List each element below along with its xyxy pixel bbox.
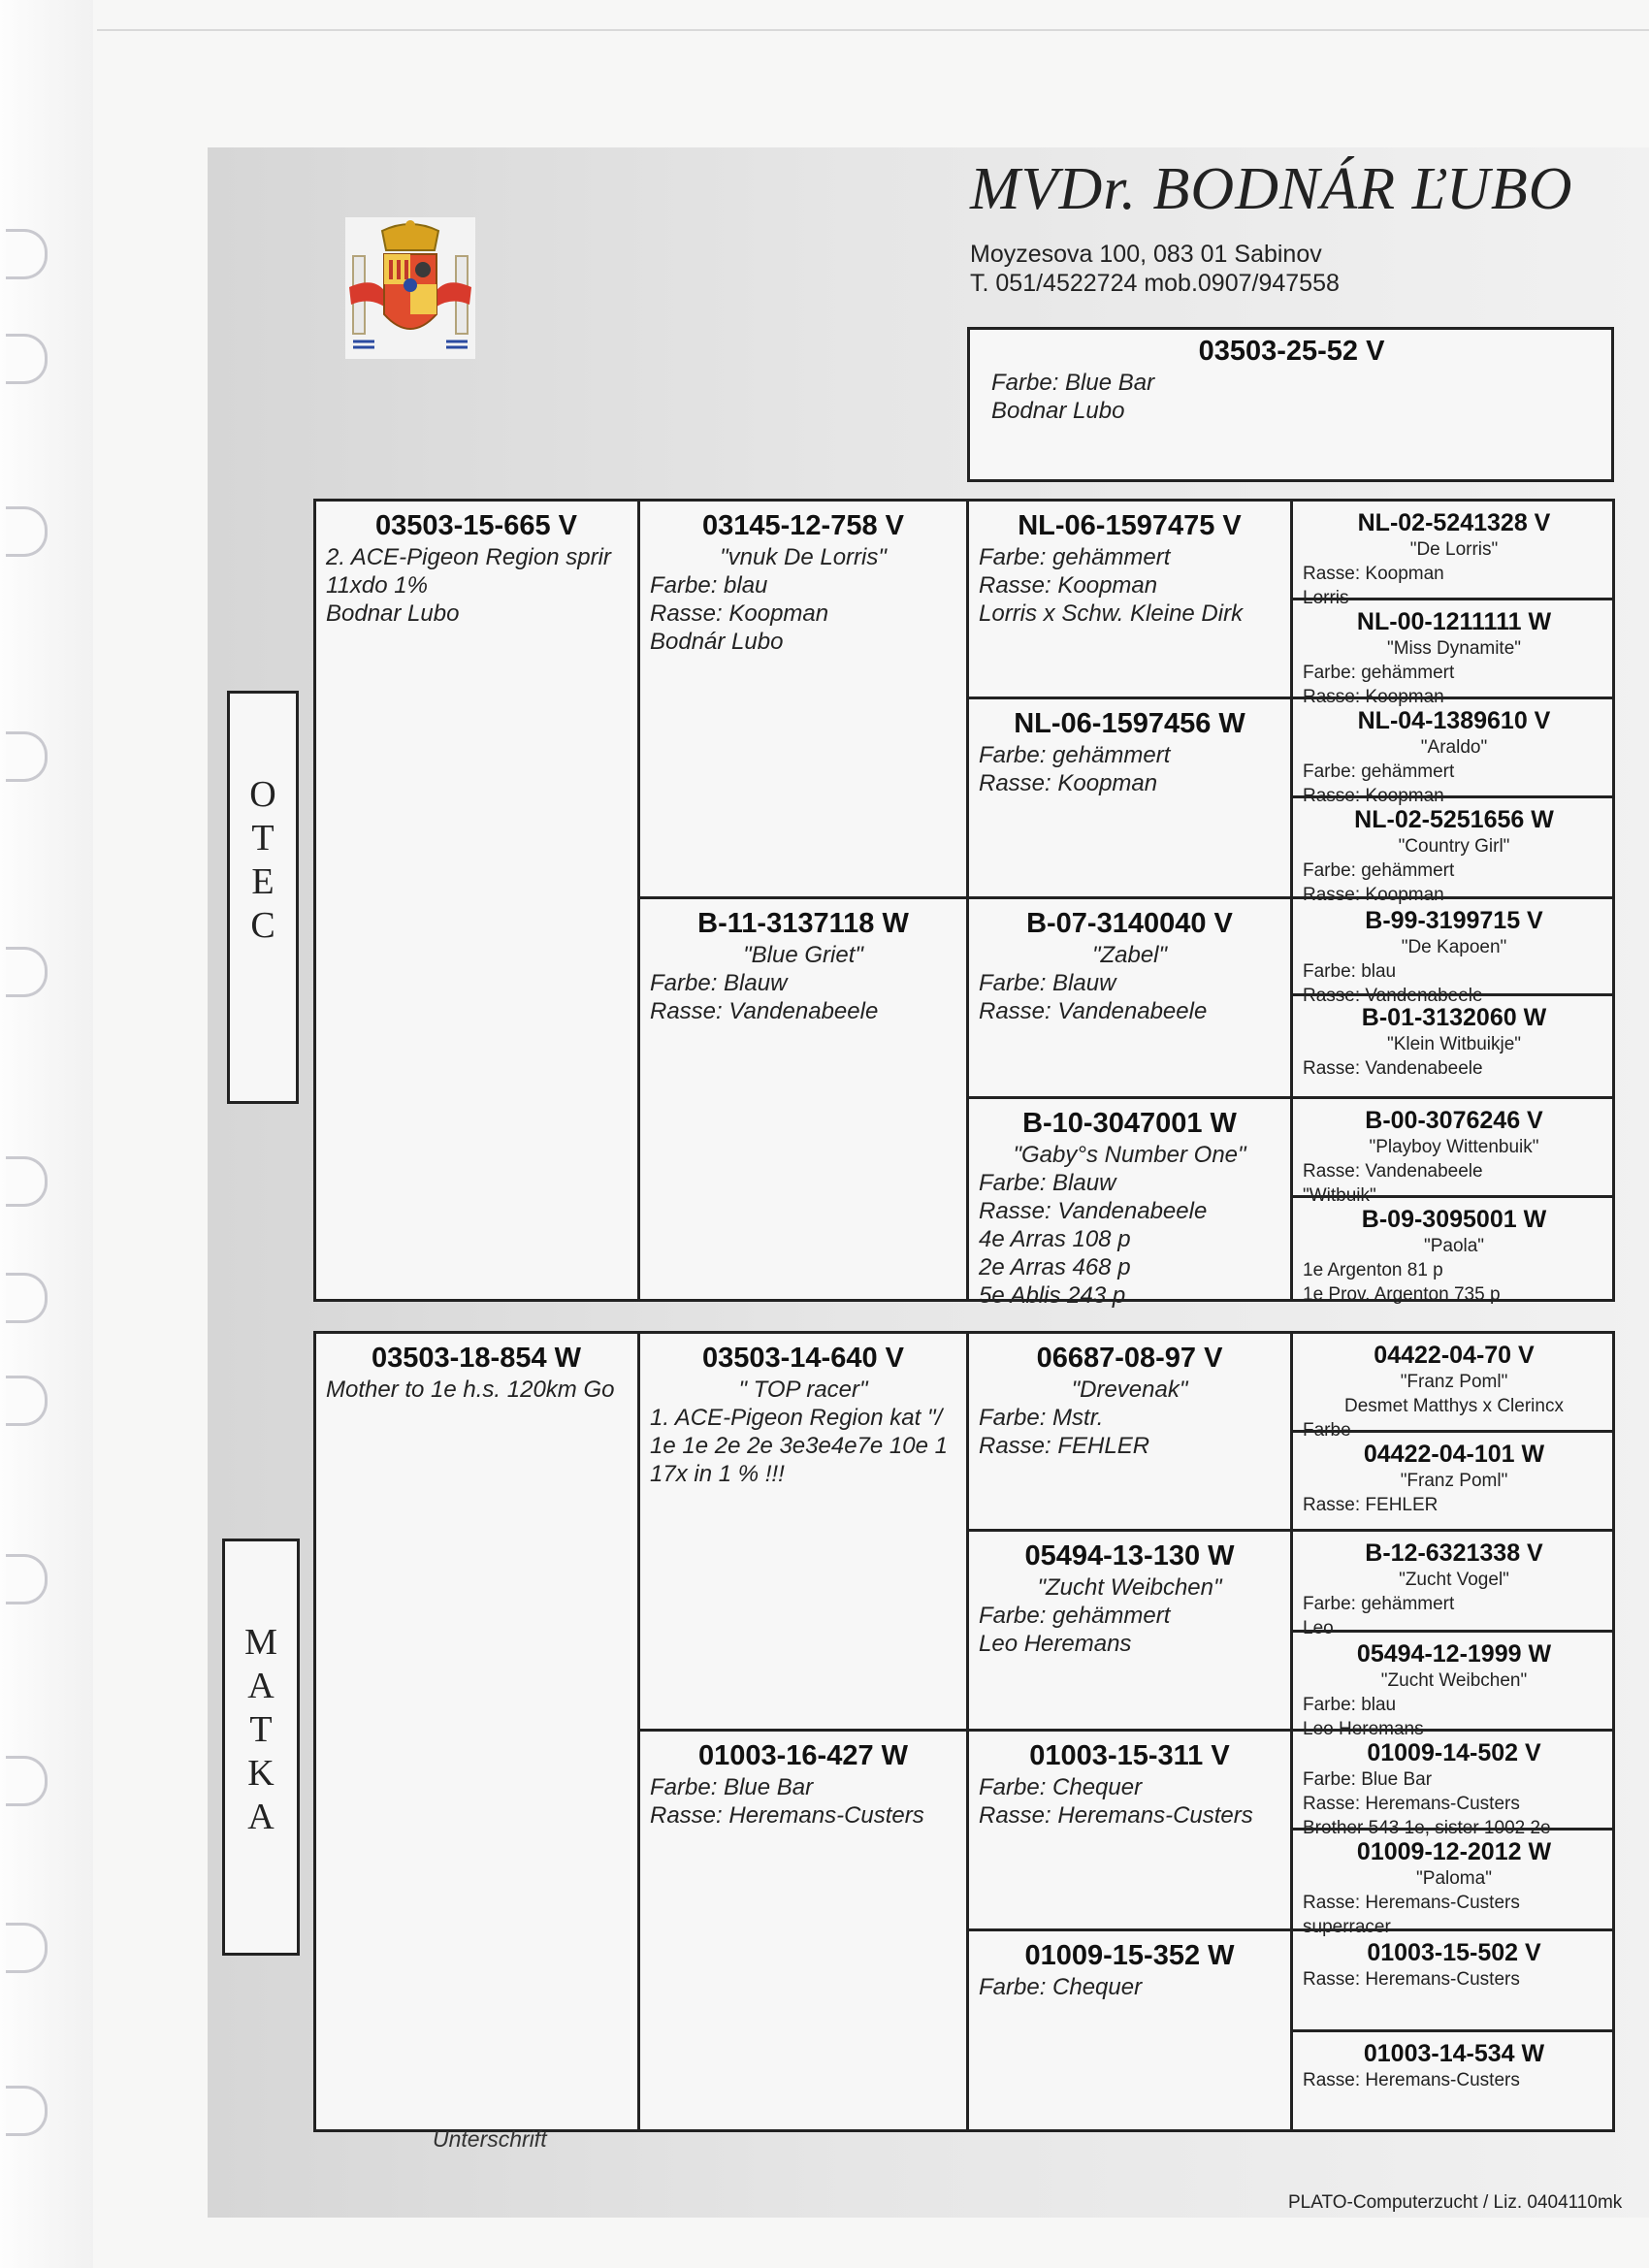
pigeon-name: "Country Girl" [1398,836,1510,857]
info-line: "Witbuik" [1303,1185,1376,1206]
great-grandparent-cell [969,504,1288,695]
ancestor-cell [1293,1636,1613,1739]
info-line: Leo Heremans [1303,1719,1424,1739]
info-line: Rasse: Heremans-Custers [650,1802,924,1829]
info-line: Rasse: Koopman [1303,687,1444,707]
breeder-address: Moyzesova 100, 083 01 Sabinov [970,241,1322,268]
mother-cell [316,1337,634,2128]
info-line: Rasse: Heremans-Custers [979,1802,1253,1829]
ring-number: B-01-3132060 W [1361,1004,1547,1031]
subject-line: Farbe: Blue Bar [991,370,1155,396]
pigeon-name: "Zucht Weibchen" [1380,1670,1528,1691]
ancestor-cell [1293,1102,1613,1206]
info-line: 5e Ablis 243 p [979,1282,1126,1309]
ring-number: B-00-3076246 V [1365,1107,1543,1134]
pigeon-name: "Franz Poml" [1400,1471,1508,1491]
grandparent-cell [640,1337,964,1725]
info-line: Farbe: Blue Bar [650,1774,814,1800]
info-line: Rasse: Koopman [1303,885,1444,905]
info-line: Farbe: Blue Bar [1303,1769,1433,1790]
info-line: superracer [1303,1917,1391,1937]
great-grandparent-cell [969,1734,1288,1927]
pigeon-name: "Blue Griet" [743,942,863,968]
info-line: Rasse: Koopman [979,770,1158,796]
pigeon-name: "Klein Witbuikje" [1386,1034,1522,1054]
grandparent-cell [640,902,964,1298]
pigeon-name: "Franz Poml" [1400,1372,1508,1392]
info-line: 4e Arras 108 p [979,1226,1131,1252]
info-line: 17x in 1 % !!! [650,1461,785,1487]
punch-hole [6,1376,48,1426]
info-line: Farbe: Mstr. [979,1405,1104,1431]
grandparent-cell [640,504,964,892]
ancestor-cell [1293,801,1613,905]
info-line: Rasse: Vandenabeele [979,1198,1208,1224]
info-line: Rasse: Heremans-Custers [1303,1893,1520,1913]
info-line: Rasse: Vandenabeele [1303,986,1483,1006]
ring-number: 01009-15-352 W [1024,1940,1235,1971]
info-line: Rasse: Koopman [979,572,1158,599]
info-line: Leo [1303,1618,1334,1638]
ring-number: 01003-15-311 V [1029,1740,1230,1771]
info-line: Rasse: Heremans-Custers [1303,1794,1520,1814]
father-line: 11xdo 1% [326,572,428,599]
ancestor-cell [1293,1436,1613,1529]
info-line: Farbe: blau [1303,1695,1397,1715]
punch-hole [6,1923,48,1973]
info-line: Brother 543 1e, sister 1002 2e [1303,1818,1551,1838]
info-line: Farbe: Chequer [979,1774,1143,1800]
info-line: Farbe: blau [650,572,768,599]
spain-coat-of-arms-icon [345,217,475,359]
punch-hole [6,334,48,384]
info-line: Farbe: gehämmert [1303,1594,1455,1614]
mother-ring-number: 03503-18-854 W [371,1343,582,1374]
breeder-phone: T. 051/4522724 mob.0907/947558 [970,270,1340,297]
ring-number: NL-06-1597475 V [1018,510,1242,541]
info-line: Lorris [1303,588,1349,608]
software-footer: PLATO-Computerzucht / Liz. 0404110mk [1288,2192,1623,2213]
info-line: Rasse: Heremans-Custers [1303,1969,1520,1990]
ancestor-cell [1293,603,1613,707]
ring-number: NL-00-1211111 W [1356,608,1552,635]
info-line: Farbe: gehämmert [1303,860,1455,881]
info-line: Bodnár Lubo [650,629,784,655]
info-line: Rasse: Koopman [650,600,829,627]
info-line: Rasse: Vandenabeele [1303,1161,1483,1182]
ring-number: 04422-04-101 W [1363,1441,1545,1468]
ring-number: NL-04-1389610 V [1357,707,1551,734]
info-line: Farbe: gehämmert [979,1603,1171,1629]
info-line: Lorris x Schw. Kleine Dirk [979,600,1244,627]
ring-number: 01003-15-502 V [1367,1939,1541,1966]
ring-number: 01003-14-534 W [1363,2040,1545,2067]
info-line: Rasse: Heremans-Custers [1303,2070,1520,2090]
info-line: Leo Heremans [979,1631,1132,1657]
pigeon-name: "De Kapoen" [1401,937,1507,957]
ring-number: 01003-16-427 W [697,1740,909,1771]
ancestor-cell [1293,702,1613,806]
ring-number: 05494-12-1999 W [1356,1640,1552,1668]
ancestor-cell [1293,902,1613,1006]
info-line: 1e Argenton 81 p [1303,1260,1443,1280]
father-line: 2. ACE-Pigeon Region sprir [326,544,611,570]
info-line: Farbe: Blauw [979,970,1116,996]
pigeon-name: "Zucht Weibchen" [1037,1574,1222,1601]
ring-number: 03503-14-640 V [702,1343,904,1374]
father-ring-number: 03503-15-665 V [375,510,577,541]
info-line: Rasse: Koopman [1303,786,1444,806]
subject-ring-number: 03503-25-52 V [1198,336,1385,367]
punch-hole [6,1273,48,1323]
info-line: 2e Arras 468 p [979,1254,1131,1280]
ancestor-cell [1293,1833,1613,1937]
signature-label: Unterschrift [433,2126,547,2152]
grandparent-cell [640,1734,964,2128]
ancestor-cell [1293,504,1613,608]
mother-side-label: M A T K A [222,1539,300,1956]
pigeon-name: "Paloma" [1416,1868,1492,1889]
mother-line: Mother to 1e h.s. 120km Go [326,1377,615,1403]
ring-number: NL-02-5241328 V [1357,509,1551,536]
info-line: Farbe: Blauw [979,1170,1116,1196]
great-grandparent-cell [969,902,1288,1094]
info-line: Farbe: gehämmert [1303,663,1455,683]
punch-hole [6,731,48,782]
pigeon-name: "Zucht Vogel" [1399,1570,1509,1590]
ancestor-cell [1293,1535,1613,1638]
subject-pigeon-box [967,327,1614,482]
punch-hole [6,947,48,997]
father-line: Bodnar Lubo [326,600,460,627]
great-grandparent-cell [969,1535,1288,1727]
info-line: Rasse: Koopman [1303,564,1444,584]
great-grandparent-cell [969,702,1288,894]
ring-number: B-09-3095001 W [1361,1206,1547,1233]
info-line: Farbe: gehämmert [979,742,1171,768]
info-line: Farbe: Chequer [979,1974,1143,2000]
info-line: Rasse: FEHLER [1303,1495,1439,1515]
ancestor-cell [1293,1934,1613,2027]
ring-number: NL-06-1597456 W [1014,708,1245,739]
punch-hole [6,506,48,557]
info-line: Rasse: Vandenabeele [1303,1058,1483,1079]
ring-number: B-12-6321338 V [1365,1539,1543,1567]
ring-number: B-10-3047001 W [1022,1108,1237,1139]
ancestor-cell [1293,999,1613,1096]
breeder-name: MVDr. BODNÁR ĽUBO [970,156,1573,222]
punch-hole [6,1554,48,1604]
info-line: Desmet Matthys x Clerincx [1344,1396,1564,1416]
pigeon-name: "Paola" [1423,1236,1485,1256]
pigeon-name: "Gaby°s Number One" [1013,1142,1246,1168]
ring-number: 06687-08-97 V [1036,1343,1223,1374]
ring-number: 04422-04-70 V [1374,1342,1535,1369]
sheet-protector-edge [97,29,1649,31]
info-line: Rasse: FEHLER [979,1433,1150,1459]
pigeon-name: "De Lorris" [1409,539,1499,560]
ring-number: B-11-3137118 W [697,908,909,939]
punch-hole [6,1156,48,1207]
ring-number: 01009-12-2012 W [1356,1838,1552,1865]
father-cell [316,504,634,1298]
info-line: Farbe [1303,1420,1351,1441]
ring-number: 05494-13-130 W [1024,1540,1235,1571]
info-line: 1e 1e 2e 2e 3e3e4e7e 10e 1 [650,1433,948,1459]
punch-hole [6,229,48,279]
ancestor-cell [1293,1201,1613,1305]
ancestor-cell [1293,1734,1613,1838]
pigeon-name: "vnuk De Lorris" [720,544,887,570]
info-line: Farbe: Blauw [650,970,788,996]
pigeon-name: "Playboy Wittenbuik" [1369,1137,1539,1157]
pigeon-name: " TOP racer" [738,1377,868,1403]
pigeon-name: "Zabel" [1091,942,1168,968]
info-line: Farbe: gehämmert [1303,761,1455,782]
father-side-label: O T E C [227,691,299,1104]
ring-number: 03145-12-758 V [702,510,904,541]
ancestor-cell [1293,1337,1613,1441]
info-line: Rasse: Vandenabeele [979,998,1208,1024]
info-line: 1e Prov. Argenton 735 p [1303,1284,1501,1305]
great-grandparent-cell [969,1934,1288,2128]
pigeon-name: "Araldo" [1420,737,1488,758]
punch-hole [6,1756,48,1806]
info-line: Farbe: blau [1303,961,1397,982]
ancestor-cell [1293,2035,1613,2128]
info-line: Rasse: Vandenabeele [650,998,879,1024]
info-line: Farbe: gehämmert [979,544,1171,570]
subject-line: Bodnar Lubo [991,398,1125,424]
pigeon-name: "Drevenak" [1071,1377,1188,1403]
pigeon-name: "Miss Dynamite" [1386,638,1522,659]
ring-number: B-99-3199715 V [1365,907,1543,934]
great-grandparent-cell [969,1102,1288,1309]
ring-number: 01009-14-502 V [1367,1739,1541,1766]
info-line: 1. ACE-Pigeon Region kat "/ [650,1405,943,1431]
ring-number: NL-02-5251656 W [1354,806,1554,833]
great-grandparent-cell [969,1337,1288,1527]
ring-number: B-07-3140040 V [1026,908,1233,939]
punch-hole [6,2086,48,2136]
